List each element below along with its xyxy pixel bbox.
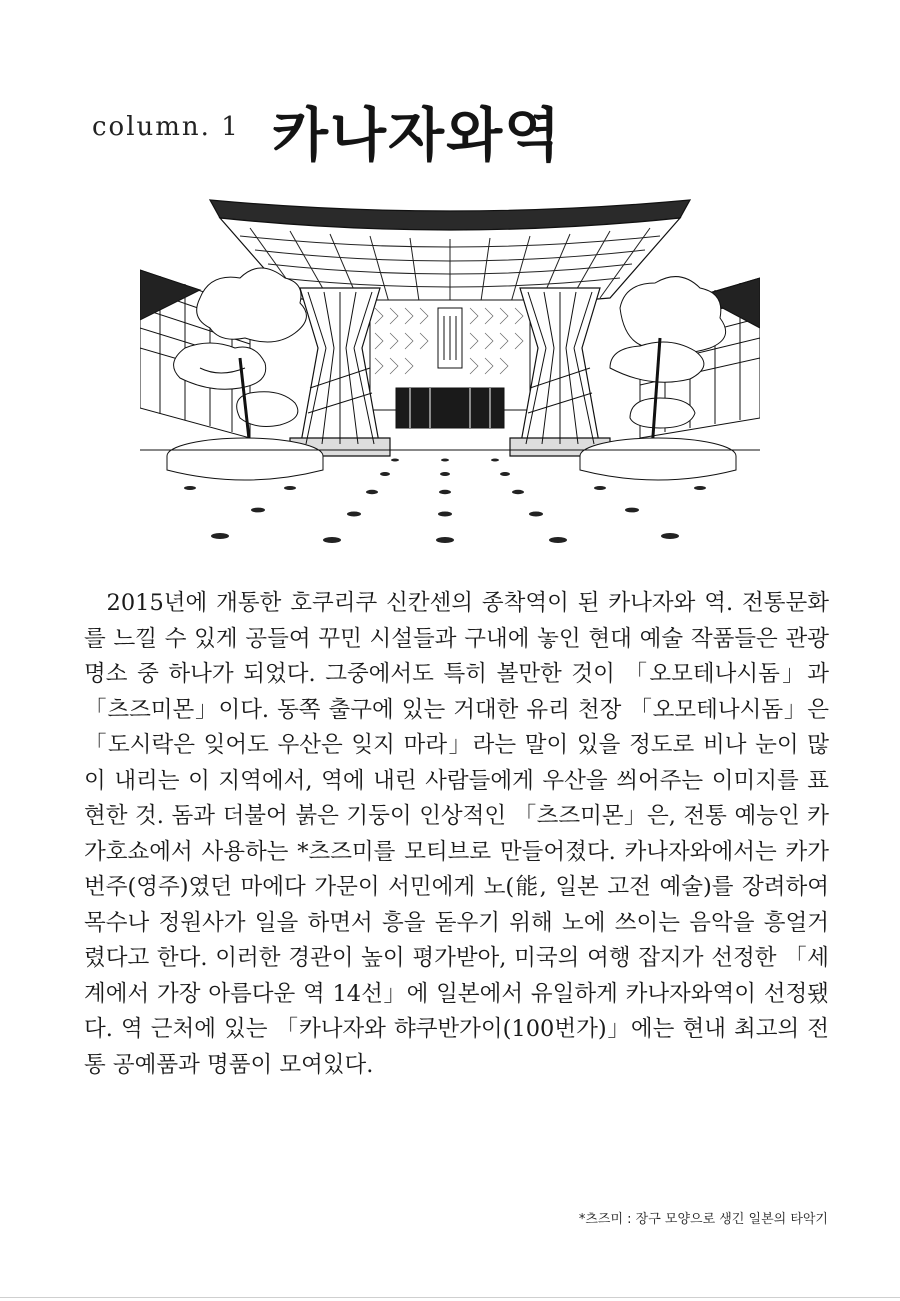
page-header	[0, 0, 900, 180]
page-bottom-divider	[0, 1297, 900, 1298]
body-text	[84, 586, 829, 1083]
column-label: column. 1	[92, 112, 240, 142]
station-illustration	[140, 188, 760, 560]
tsuzumimon-gate-icon	[140, 188, 760, 560]
body-paragraph: 2015년에 개통한 호쿠리쿠 신칸센의 종착역이 된 카나자와 역. 전통문화를 느낄 수 있게 공들여 꾸민 시설들과 구내에 놓인 현대 예술 작품들은 관광 명소 중 하나가 되었다. 그중에서도 특히 볼만한 것이 「오모테나시돔」과 「츠즈미몬」이다. 동쪽 출구에 있는 거대한 유리 천장 「오모테나시돔」은 「도시락은 잊어도 우산은 잊지 마라」라는 말이 있을 정도로 비나 눈이 많이 내리는 이 지역에서, 역에 내린 사람들에게 우산을 씌어주는 이미지를 표현한 것. 돔과 더불어 붉은 기둥이 인상적인 「츠즈미몬」은, 전통 예능인 카가호쇼에서 사용하는 *츠즈미를 모티브로 만들어졌다. 카나자와에서는 카가번주(영주)였던 마에다 가문이 서민에게 노(能, 일본 고전 예술)를 장려하여 목수나 정원사가 일을 하면서 흥을 돋우기 위해 노에 쓰이는 음악을 흥얼거렸다고 한다. 이러한 경관이 높이 평가받아, 미국의 여행 잡지가 선정한 「세계에서 가장 아름다운 역 14선」에 일본에서 유일하게 카나자와역이 선정됐다. 역 근처에 있는 「카나자와 햐쿠반가이(100번가)」에는 현내 최고의 전통 공예품과 명품이 모여있다.	[84, 590, 829, 1078]
footnote: *츠즈미 : 장구 모양으로 생긴 일본의 타악기	[578, 1212, 828, 1227]
page-title: 카나자와역	[272, 101, 563, 169]
